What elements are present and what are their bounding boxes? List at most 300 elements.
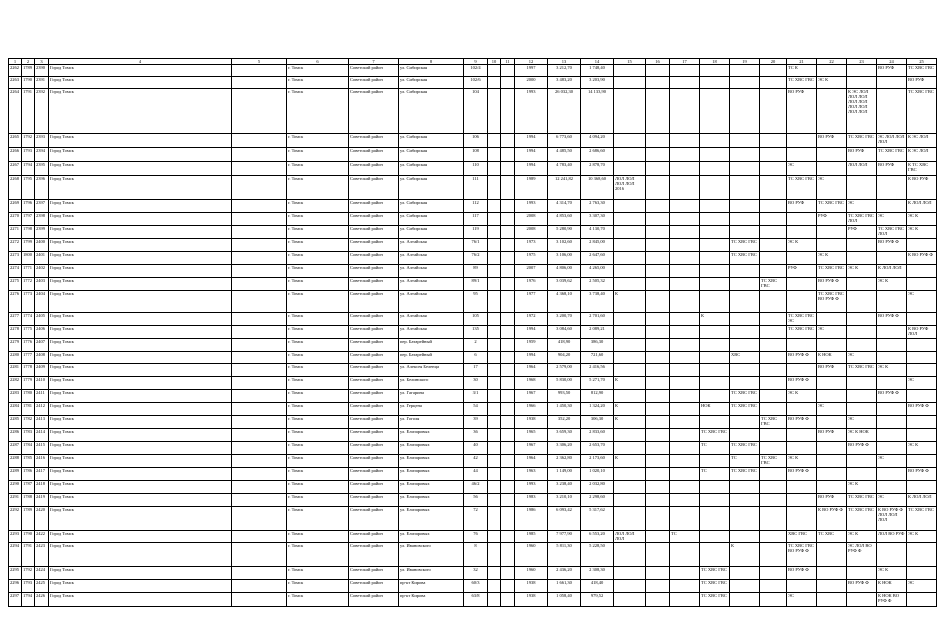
cell-col-10 xyxy=(488,339,501,352)
cell-col-3: 2422 xyxy=(35,531,49,543)
cell-col-4: Город Томск xyxy=(49,543,232,567)
cell-col-20 xyxy=(760,291,787,313)
cell-col-3: 2405 xyxy=(35,313,49,326)
cell-col-6: г. Томск xyxy=(287,531,349,543)
cell-col-16 xyxy=(646,403,670,416)
cell-col-9: 6 xyxy=(464,352,488,364)
cell-col-25: ЭС К xyxy=(907,531,937,543)
cell-col-5 xyxy=(232,200,287,213)
cell-col-19 xyxy=(730,134,760,148)
cell-col-6: г. Томск xyxy=(287,580,349,593)
cell-col-14: 306,30 xyxy=(581,416,614,429)
cell-col-13: 5 811,30 xyxy=(548,543,581,567)
cell-col-25: К ЭС ЛОЛ xyxy=(907,134,937,148)
cell-col-13: 418,90 xyxy=(548,339,581,352)
cell-col-11 xyxy=(501,567,515,580)
cell-col-23 xyxy=(847,176,877,200)
table-row xyxy=(9,89,937,134)
cell-col-12: 1967 xyxy=(515,390,548,403)
column-header-12: 12 xyxy=(515,59,548,65)
cell-col-9: 76/1 xyxy=(464,239,488,252)
cell-col-9: 89 xyxy=(464,265,488,278)
cell-col-11 xyxy=(501,89,515,134)
cell-col-13: 4 368,10 xyxy=(548,291,581,313)
cell-col-20: ТС ХВС ГВС xyxy=(760,455,787,468)
cell-col-4: Город Томск xyxy=(49,481,232,494)
cell-col-22: ТС ХВС ГВС xyxy=(817,200,847,213)
cell-col-13: 12 241,82 xyxy=(548,176,581,200)
cell-col-6: г. Томск xyxy=(287,77,349,89)
cell-col-4: Город Томск xyxy=(49,176,232,200)
cell-col-21: ЭС xyxy=(787,162,817,176)
cell-col-10 xyxy=(488,213,501,226)
column-header-10: 10 xyxy=(488,59,501,65)
cell-col-21: ВО РУФ Ф xyxy=(787,377,817,390)
cell-col-9: 30 xyxy=(464,377,488,390)
cell-col-15 xyxy=(614,213,646,226)
cell-col-7: Советский район xyxy=(349,567,399,580)
cell-col-6: г. Томск xyxy=(287,162,349,176)
cell-col-6: г. Томск xyxy=(287,291,349,313)
cell-col-2: 1796 xyxy=(22,200,35,213)
cell-col-3: 2419 xyxy=(35,494,49,507)
table-row xyxy=(9,326,937,339)
cell-col-5 xyxy=(232,543,287,567)
table-row xyxy=(9,403,937,416)
cell-col-1: 2296 xyxy=(9,580,22,593)
column-header-1: 1 xyxy=(9,59,22,65)
cell-col-13: 3 200,70 xyxy=(548,313,581,326)
cell-col-9: 106 xyxy=(464,134,488,148)
cell-col-22 xyxy=(817,339,847,352)
cell-col-18 xyxy=(700,416,730,429)
cell-col-19 xyxy=(730,326,760,339)
cell-col-11 xyxy=(501,531,515,543)
cell-col-18 xyxy=(700,481,730,494)
cell-col-1: 2272 xyxy=(9,239,22,252)
cell-col-4: Город Томск xyxy=(49,213,232,226)
cell-col-25 xyxy=(907,416,937,429)
cell-col-16 xyxy=(646,313,670,326)
cell-col-19: ТС ХВС ГВС xyxy=(730,390,760,403)
cell-col-13: 3 238,40 xyxy=(548,481,581,494)
cell-col-15 xyxy=(614,252,646,265)
cell-col-20 xyxy=(760,442,787,455)
cell-col-14: 5 228,50 xyxy=(581,543,614,567)
cell-col-8: ул. Белинского xyxy=(399,377,464,390)
cell-col-4: Город Томск xyxy=(49,252,232,265)
cell-col-16 xyxy=(646,580,670,593)
cell-col-9: 54 xyxy=(464,403,488,416)
cell-col-10 xyxy=(488,239,501,252)
cell-col-18: ТС ХВС ГВС xyxy=(700,567,730,580)
cell-col-16 xyxy=(646,226,670,239)
cell-col-12: 1968 xyxy=(515,377,548,390)
cell-col-19: ТС xyxy=(730,455,760,468)
cell-col-15 xyxy=(614,364,646,377)
register-sheet xyxy=(8,58,934,607)
cell-col-16 xyxy=(646,176,670,200)
cell-col-17 xyxy=(670,352,700,364)
cell-col-2: 1787 xyxy=(22,481,35,494)
cell-col-5 xyxy=(232,390,287,403)
cell-col-23: ТС ХВС ГВС ЛОЛ xyxy=(847,213,877,226)
cell-col-19 xyxy=(730,291,760,313)
cell-col-1: 2265 xyxy=(9,134,22,148)
cell-col-24: ЭС К xyxy=(877,567,907,580)
table-row xyxy=(9,148,937,162)
cell-col-5 xyxy=(232,134,287,148)
cell-col-18 xyxy=(700,148,730,162)
cell-col-14: 812,90 xyxy=(581,390,614,403)
cell-col-21 xyxy=(787,134,817,148)
cell-col-6: г. Томск xyxy=(287,442,349,455)
cell-col-22 xyxy=(817,148,847,162)
cell-col-14: 5 271,70 xyxy=(581,377,614,390)
cell-col-18 xyxy=(700,134,730,148)
cell-col-4: Город Томск xyxy=(49,390,232,403)
cell-col-12: 1989 xyxy=(515,176,548,200)
cell-col-13: 3 212,70 xyxy=(548,65,581,77)
cell-col-2: 1790 xyxy=(22,77,35,89)
cell-col-6: г. Томск xyxy=(287,390,349,403)
cell-col-11 xyxy=(501,352,515,364)
cell-col-21 xyxy=(787,580,817,593)
cell-col-12: 1994 xyxy=(515,326,548,339)
cell-col-7: Советский район xyxy=(349,226,399,239)
cell-col-15: ЛОЛ ЛОЛ ЛОЛ xyxy=(614,531,646,543)
cell-col-5 xyxy=(232,265,287,278)
cell-col-14: 2 653,70 xyxy=(581,442,614,455)
cell-col-25: К ТС ХВС ГВС xyxy=(907,162,937,176)
cell-col-17 xyxy=(670,507,700,531)
cell-col-14: 979,52 xyxy=(581,593,614,607)
cell-col-17: ТС xyxy=(670,531,700,543)
cell-col-14: 3 203,90 xyxy=(581,77,614,89)
cell-col-16 xyxy=(646,352,670,364)
cell-col-11 xyxy=(501,429,515,442)
cell-col-7: Советский район xyxy=(349,77,399,89)
cell-col-10 xyxy=(488,567,501,580)
cell-col-24: ТС ХВС ГВС xyxy=(877,148,907,162)
cell-col-7: Советский район xyxy=(349,481,399,494)
cell-col-12: 1975 xyxy=(515,252,548,265)
cell-col-8: ул. Алтайская xyxy=(399,278,464,291)
cell-col-5 xyxy=(232,455,287,468)
cell-col-19 xyxy=(730,148,760,162)
cell-col-20 xyxy=(760,226,787,239)
cell-col-12: 1938 xyxy=(515,593,548,607)
cell-col-8: ул. Алтайская xyxy=(399,291,464,313)
cell-col-25 xyxy=(907,278,937,291)
cell-col-1: 2294 xyxy=(9,543,22,567)
cell-col-17 xyxy=(670,77,700,89)
cell-col-17 xyxy=(670,455,700,468)
cell-col-6: г. Томск xyxy=(287,416,349,429)
table-row xyxy=(9,429,937,442)
cell-col-20 xyxy=(760,468,787,481)
cell-col-18 xyxy=(700,200,730,213)
cell-col-5 xyxy=(232,442,287,455)
cell-col-11 xyxy=(501,403,515,416)
cell-col-15 xyxy=(614,593,646,607)
cell-col-6: г. Томск xyxy=(287,134,349,148)
cell-col-24: ЭС ЛОЛ ЛОЛ ЛОЛ xyxy=(877,134,907,148)
cell-col-13: 2 579,00 xyxy=(548,364,581,377)
cell-col-1: 2268 xyxy=(9,176,22,200)
cell-col-21: ВО РУФ xyxy=(787,89,817,134)
cell-col-12: 1985 xyxy=(515,531,548,543)
cell-col-20 xyxy=(760,364,787,377)
cell-col-23: К ЭС ЛОЛ ЛОЛ ЛОЛ ЛОЛ ЛОЛ ЛОЛ ЛОЛ ЛОЛ ЛОЛ xyxy=(847,89,877,134)
cell-col-19 xyxy=(730,200,760,213)
cell-col-22: ТС ХВС ГВС xyxy=(817,265,847,278)
cell-col-14: 1 748,40 xyxy=(581,65,614,77)
column-header-19: 19 xyxy=(730,59,760,65)
cell-col-8: ул. Алексея Беленца xyxy=(399,364,464,377)
cell-col-14: 386,30 xyxy=(581,339,614,352)
cell-col-6: г. Томск xyxy=(287,339,349,352)
cell-col-12: 1964 xyxy=(515,364,548,377)
cell-col-5 xyxy=(232,580,287,593)
cell-col-12: 1994 xyxy=(515,148,548,162)
cell-col-7: Советский район xyxy=(349,580,399,593)
cell-col-14: 3 738,40 xyxy=(581,291,614,313)
cell-col-12: 2000 xyxy=(515,77,548,89)
column-header-9: 9 xyxy=(464,59,488,65)
cell-col-2: 1792 xyxy=(22,134,35,148)
cell-col-5 xyxy=(232,593,287,607)
table-row xyxy=(9,416,937,429)
cell-col-14: 10 368,60 xyxy=(581,176,614,200)
cell-col-2: 1792 xyxy=(22,567,35,580)
cell-col-25 xyxy=(907,313,937,326)
cell-col-20 xyxy=(760,213,787,226)
cell-col-15 xyxy=(614,494,646,507)
cell-col-4: Город Томск xyxy=(49,134,232,148)
cell-col-13: 4 485,50 xyxy=(548,148,581,162)
cell-col-5 xyxy=(232,531,287,543)
cell-col-15 xyxy=(614,65,646,77)
cell-col-3: 2418 xyxy=(35,481,49,494)
cell-col-20 xyxy=(760,77,787,89)
cell-col-18 xyxy=(700,507,730,531)
cell-col-9: 42 xyxy=(464,455,488,468)
cell-col-11 xyxy=(501,265,515,278)
cell-col-16 xyxy=(646,265,670,278)
cell-col-4: Город Томск xyxy=(49,531,232,543)
cell-col-18 xyxy=(700,326,730,339)
cell-col-17 xyxy=(670,134,700,148)
cell-col-15: К xyxy=(614,455,646,468)
column-header-5: 5 xyxy=(232,59,287,65)
cell-col-17 xyxy=(670,226,700,239)
cell-col-10 xyxy=(488,377,501,390)
cell-col-25: К ЛОЛ ЛОЛ xyxy=(907,494,937,507)
cell-col-4: Город Томск xyxy=(49,291,232,313)
cell-col-18 xyxy=(700,213,730,226)
cell-col-5 xyxy=(232,507,287,531)
cell-col-3: 2392 xyxy=(35,89,49,134)
cell-col-4: Город Томск xyxy=(49,77,232,89)
cell-col-22: ЭС xyxy=(817,403,847,416)
cell-col-13: 5 280,90 xyxy=(548,226,581,239)
cell-col-1: 2292 xyxy=(9,507,22,531)
cell-col-21: ТС ХВС ГВС ЭС xyxy=(787,313,817,326)
cell-col-12: 1959 xyxy=(515,339,548,352)
cell-col-23 xyxy=(847,377,877,390)
cell-col-5 xyxy=(232,364,287,377)
cell-col-4: Город Томск xyxy=(49,200,232,213)
table-row xyxy=(9,213,937,226)
cell-col-21 xyxy=(787,339,817,352)
cell-col-2: 1779 xyxy=(22,377,35,390)
cell-col-1: 2276 xyxy=(9,291,22,313)
cell-col-4: Город Томск xyxy=(49,494,232,507)
cell-col-24 xyxy=(877,403,907,416)
cell-col-19: ТС ХВС ГВС xyxy=(730,468,760,481)
cell-col-7: Советский район xyxy=(349,377,399,390)
cell-col-22 xyxy=(817,481,847,494)
cell-col-6: г. Томск xyxy=(287,507,349,531)
cell-col-23: ВО РУФ Ф xyxy=(847,442,877,455)
cell-col-6: г. Томск xyxy=(287,429,349,442)
cell-col-24: ВО РУФ xyxy=(877,65,907,77)
cell-col-3: 2397 xyxy=(35,200,49,213)
cell-col-8: ул. Сибирская xyxy=(399,176,464,200)
cell-col-20 xyxy=(760,531,787,543)
cell-col-6: г. Томск xyxy=(287,468,349,481)
cell-col-14: 2 505,32 xyxy=(581,278,614,291)
cell-col-17 xyxy=(670,326,700,339)
cell-col-3: 2424 xyxy=(35,567,49,580)
cell-col-23 xyxy=(847,291,877,313)
cell-col-4: Город Томск xyxy=(49,377,232,390)
cell-col-22: ВО РУФ Ф xyxy=(817,278,847,291)
cell-col-22 xyxy=(817,390,847,403)
cell-col-25: ЭС К xyxy=(907,226,937,239)
cell-col-5 xyxy=(232,162,287,176)
cell-col-3: 2394 xyxy=(35,148,49,162)
cell-col-4: Город Томск xyxy=(49,403,232,416)
cell-col-25 xyxy=(907,481,937,494)
cell-col-20 xyxy=(760,162,787,176)
cell-col-14: 2 763,30 xyxy=(581,200,614,213)
cell-col-12: 1986 xyxy=(515,507,548,531)
cell-col-19 xyxy=(730,481,760,494)
column-header-4: 4 xyxy=(49,59,232,65)
cell-col-18 xyxy=(700,77,730,89)
cell-col-2: 1789 xyxy=(22,507,35,531)
cell-col-18 xyxy=(700,291,730,313)
cell-col-7: Советский район xyxy=(349,213,399,226)
table-row xyxy=(9,468,937,481)
table-row xyxy=(9,134,937,148)
cell-col-3: 2411 xyxy=(35,390,49,403)
cell-col-18: ТС xyxy=(700,442,730,455)
cell-col-22 xyxy=(817,89,847,134)
cell-col-24: ЛОЛ ВО РУФ xyxy=(877,531,907,543)
cell-col-22 xyxy=(817,468,847,481)
cell-col-8: ул. Елизаровых xyxy=(399,429,464,442)
column-header-2: 2 xyxy=(22,59,35,65)
cell-col-7: Советский район xyxy=(349,494,399,507)
cell-col-3: 2413 xyxy=(35,416,49,429)
cell-col-11 xyxy=(501,468,515,481)
cell-col-20 xyxy=(760,481,787,494)
cell-col-13: 4 783,40 xyxy=(548,162,581,176)
cell-col-3: 2425 xyxy=(35,580,49,593)
cell-col-20 xyxy=(760,352,787,364)
cell-col-11 xyxy=(501,494,515,507)
cell-col-22: К ВО РУФ Ф xyxy=(817,507,847,531)
cell-col-18 xyxy=(700,390,730,403)
cell-col-12: 1993 xyxy=(515,481,548,494)
cell-col-6: г. Томск xyxy=(287,364,349,377)
table-row xyxy=(9,455,937,468)
cell-col-23: ТС ХВС ГВС xyxy=(847,134,877,148)
cell-col-12: 2007 xyxy=(515,265,548,278)
cell-col-9: 108 xyxy=(464,148,488,162)
cell-col-13: 5 830,00 xyxy=(548,377,581,390)
table-row xyxy=(9,442,937,455)
cell-col-23: ЭС К НОК xyxy=(847,429,877,442)
table-row xyxy=(9,162,937,176)
cell-col-4: Город Томск xyxy=(49,580,232,593)
cell-col-20 xyxy=(760,429,787,442)
cell-col-8: ул. Алтайская xyxy=(399,326,464,339)
cell-col-9: 46/2 xyxy=(464,481,488,494)
cell-col-1: 2290 xyxy=(9,481,22,494)
cell-col-12: 1973 xyxy=(515,239,548,252)
cell-col-24 xyxy=(877,442,907,455)
cell-col-11 xyxy=(501,580,515,593)
column-header-7: 7 xyxy=(349,59,399,65)
cell-col-25 xyxy=(907,390,937,403)
cell-col-19 xyxy=(730,416,760,429)
cell-col-11 xyxy=(501,416,515,429)
cell-col-19 xyxy=(730,507,760,531)
housing-register-table xyxy=(8,58,937,607)
cell-col-24 xyxy=(877,339,907,352)
cell-col-14: 2 032,80 xyxy=(581,481,614,494)
cell-col-16 xyxy=(646,481,670,494)
cell-col-8: ул. Сибирская xyxy=(399,148,464,162)
cell-col-16 xyxy=(646,65,670,77)
cell-col-16 xyxy=(646,416,670,429)
cell-col-3: 2396 xyxy=(35,176,49,200)
cell-col-18: НОК xyxy=(700,403,730,416)
cell-col-25: ТС ХВС ГВС xyxy=(907,89,937,134)
cell-col-12: 2008 xyxy=(515,213,548,226)
cell-col-22: ВО РУФ xyxy=(817,494,847,507)
cell-col-21 xyxy=(787,494,817,507)
cell-col-4: Город Томск xyxy=(49,364,232,377)
cell-col-21: ВО РУФ Ф xyxy=(787,468,817,481)
cell-col-14: 1 020,10 xyxy=(581,468,614,481)
cell-col-3: 2400 xyxy=(35,239,49,252)
cell-col-11 xyxy=(501,77,515,89)
cell-col-1: 2270 xyxy=(9,213,22,226)
cell-col-24: К НОК ВО РУФ Ф xyxy=(877,593,907,607)
cell-col-1: 2269 xyxy=(9,200,22,213)
cell-col-21: ТС ХВС ГВС ВО РУФ Ф xyxy=(787,543,817,567)
table-row xyxy=(9,494,937,507)
cell-col-23 xyxy=(847,313,877,326)
cell-col-21 xyxy=(787,252,817,265)
cell-col-8: ул. Гоголя xyxy=(399,416,464,429)
cell-col-8: ул. Елизаровых xyxy=(399,494,464,507)
